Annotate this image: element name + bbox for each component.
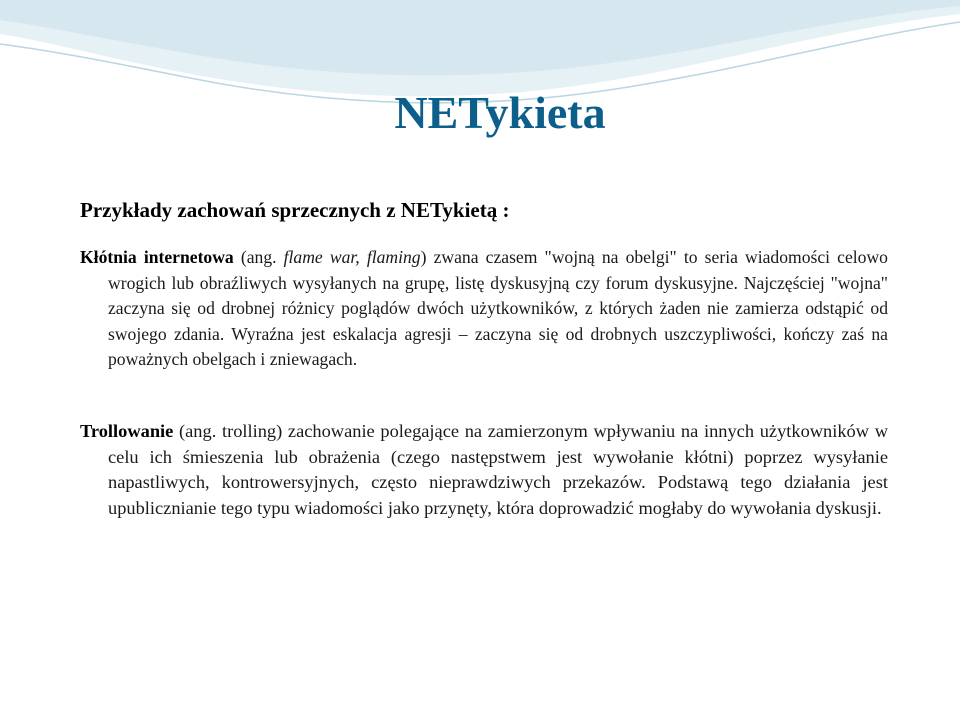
slide-subtitle: Przykłady zachowań sprzecznych z NETykietą : (80, 198, 510, 222)
term-trolling: Trollowanie (80, 421, 174, 441)
paragraph-flame-war-part1: (ang. (233, 247, 284, 267)
paragraph-flame-war-part2: ) zwana czasem "wojną na obelgi" to seria wiadomości celowo wrogich lub obraźliwych wysyłanych na grupę, listę dyskusyjną czy forum dyskusyjne. Najczęściej "wojna" zaczyna się od drobnej różnicy poglądów dwóch użytkowników, z których żaden nie zamierza odstąpić od swojego zdania. Wyraźna jest eskalacja agresji – zaczyna się od drobnych uszczypliwości, kończy zaś na poważnych obelgach i zniewagach. (108, 247, 888, 369)
slide-title: NETykieta (394, 87, 606, 138)
paragraph-trolling (80, 419, 888, 521)
paragraph-flame-war (80, 245, 888, 373)
term-flame-war: Kłótnia internetowa (80, 247, 234, 267)
paragraph-trolling-body: (ang. trolling) zachowanie polegające na zamierzonym wpływaniu na innych użytkowników w celu ich śmieszenia lub obrażenia (czego następstwem jest wywołanie kłótni) poprzez wysyłanie napastliwych, kontrowersyjnych, często nieprawdziwych przekazów. Podstawą tego działania jest upublicznianie tego typu wiadomości jako przynęty, która doprowadzić mogłaby do wywołania dyskusji. (108, 421, 888, 518)
paragraph-flame-war-italic: flame war, flaming (283, 247, 421, 267)
